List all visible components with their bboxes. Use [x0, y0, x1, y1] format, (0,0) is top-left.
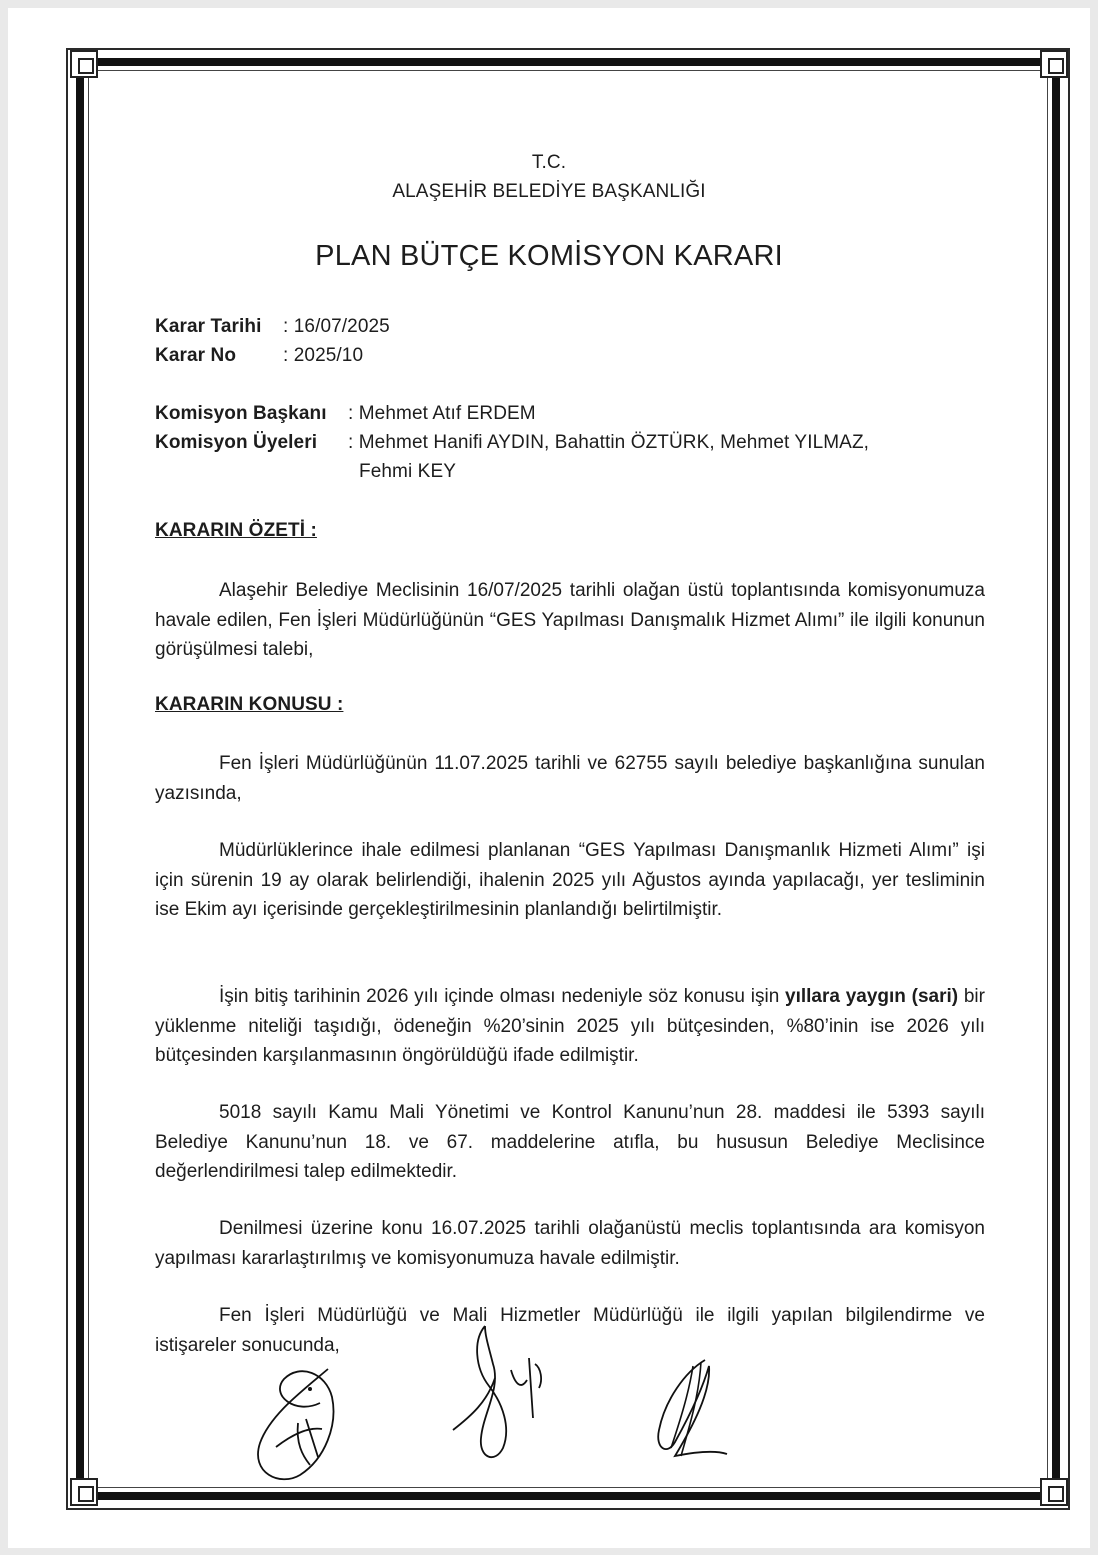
border-corner-ornament — [70, 1478, 98, 1506]
header-institution: ALAŞEHİR BELEDİYE BAŞKANLIĞI — [392, 181, 706, 202]
commission-chair-label: Komisyon Başkanı — [155, 403, 327, 424]
decision-date-label: Karar Tarihi — [155, 316, 262, 337]
decision-no-label: Karar No — [155, 345, 237, 366]
signature-1 — [240, 1355, 360, 1490]
subject-paragraph-5: Denilmesi üzerine konu 16.07.2025 tarihli olağanüstü meclis toplantısında ara komisyon yapılması kararlaştırılmış ve komisyonumuza havale edilmiştir. — [155, 1218, 985, 1269]
subject-paragraph-6: Fen İşleri Müdürlüğü ve Mali Hizmetler Müdürlüğü ile ilgili yapılan bilgilendirme ve istişareler sonucunda, — [155, 1305, 985, 1356]
header-country: T.C. — [531, 152, 567, 173]
commission-chair-value: : Mehmet Atıf ERDEM — [348, 403, 536, 424]
border-corner-ornament — [70, 50, 98, 78]
subject-heading: KARARIN KONUSU : — [155, 694, 344, 715]
subject-paragraph-3 — [155, 982, 985, 1071]
summary-paragraph: Alaşehir Belediye Meclisinin 16/07/2025 tarihli olağan üstü toplantısında komisyonumuza havale edilen, Fen İşleri Müdürlüğünün “GES Yapılması Danışmalık Hizmet Alımı” ile ilgili konunun görüşülmesi talebi, — [155, 580, 985, 660]
document-title: PLAN BÜTÇE KOMİSYON KARARI — [315, 240, 783, 272]
border-corner-ornament — [1040, 50, 1068, 78]
subject-paragraph-4: 5018 sayılı Kamu Mali Yönetimi ve Kontrol Kanunu’nun 28. maddesi ile 5393 sayılı Belediye Kanunu’nun 18. ve 67. maddelerine atıfla, bu hususun Belediye Meclisince değerlendirilmesi talep edilmektedir. — [155, 1102, 985, 1182]
commission-members-value-cont: Fehmi KEY — [359, 461, 456, 482]
commission-members-value: : Mehmet Hanifi AYDIN, Bahattin ÖZTÜRK, Mehmet YILMAZ, — [348, 432, 870, 453]
summary-heading: KARARIN ÖZETİ : — [155, 520, 317, 541]
subject-paragraph-1: Fen İşleri Müdürlüğünün 11.07.2025 tarihli ve 62755 sayılı belediye başkanlığına sunulan yazısında, — [155, 753, 985, 804]
signature-2 — [445, 1318, 555, 1468]
subject-paragraph-3-bold: yıllara yaygın (sari) — [785, 986, 959, 1007]
subject-paragraph-2: Müdürlüklerince ihale edilmesi planlanan “GES Yapılması Danışmanlık Hizmeti Alımı” işi için sürenin 19 ay olarak belirlendiği, ihalenin 2025 yılı Ağustos ayında yapılacağı, yer tesliminin ise Ekim ayı içerisinde gerçekleştirilmesinin planlandığı belirtilmiştir. — [155, 840, 985, 920]
decision-no-value: : 2025/10 — [283, 345, 364, 366]
subject-paragraph-3-text: İşin bitiş tarihinin 2026 yılı içinde olması nedeniyle söz konusu işin — [219, 986, 786, 1007]
signature-3 — [645, 1352, 735, 1467]
commission-members-label: Komisyon Üyeleri — [155, 432, 318, 453]
decision-date-value: : 16/07/2025 — [283, 316, 390, 337]
border-corner-ornament — [1040, 1478, 1068, 1506]
subject-paragraph-3-text-cont: bir yüklenme niteliği taşıdığı, ödeneğin %20’sinin 2025 yılı bütçesinden, %80’inin ise 2026 yılı bütçesinden karşılanmasının öngörüldüğü ifade edilmiştir. — [155, 986, 985, 1066]
